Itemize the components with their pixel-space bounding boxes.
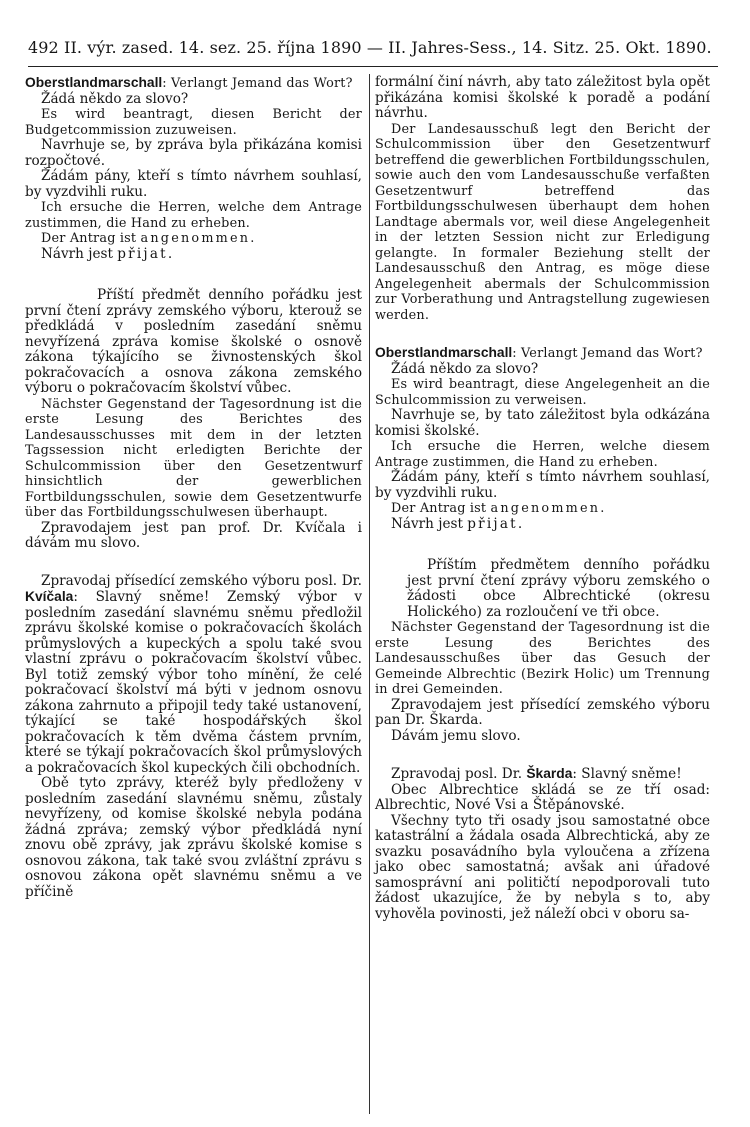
speaker-name: Oberstlandmarschall [25,75,163,90]
paragraph [25,574,362,777]
header-rule [28,66,718,67]
text-run: . [250,231,255,246]
paragraph: Žádá někdo za slovo? [391,360,539,377]
speaker-name: Oberstlandmarschall [375,345,513,360]
text-run: . [517,515,523,532]
paragraph: Zpravodajem jest pan prof. Dr. Kvíčala i dávám mu slovo. [25,519,362,551]
paragraph: Ich ersuche die Herren, welche dem Antrage zustimmen, die Hand zu erheben. [25,200,362,231]
paragraph: Obě tyto zprávy, kteréž byly předloženy v posledním zasedání slavnému sněmu, zůstaly nevyřízeny, od komise školské nebyla podána žádná zpráva; zemský výbor předkládá nyní znovu obě zprávy, jak zprávu školské komise s osnovou zákona, tak také svou zvláštní zprávu s osnovou zákona opět slavnému sněmu a ve příčině [25,775,362,900]
text-run: : Slavný sněme! [572,766,682,782]
text-run: Zpravodaj posl. Dr. [391,766,527,782]
paragraph: Ich ersuche die Herren, welche diesem Antrage zustimmen, die Hand zu erheben. [375,439,710,470]
paragraph: Obec Albrechtice skládá se ze tří osad: Albrechtic, Nové Vsi a Štěpánovské. [375,781,710,813]
paragraph [375,766,710,783]
page-number: 492 [28,38,59,57]
paragraph: Dávám jemu slovo. [391,727,521,744]
paragraph [375,517,710,533]
speaker-name: Kvíčala [25,589,74,604]
paragraph [25,231,362,247]
column-divider [369,74,370,1114]
right-column [375,75,710,922]
paragraph [375,345,710,362]
text-run: . [167,245,173,262]
left-column [25,75,362,900]
paragraph-text: : Verlangt Jemand das Wort? [512,346,703,361]
paragraph: Příštím předmětem denního pořádku jest první čtení zprávy výboru zemského o žádosti obce Albrechtické (okresu Holického) za rozloučení ve tři obce. [407,557,710,620]
paragraph: Nächster Gegenstand der Tagesordnung ist die erste Lesung des Berichtes des Landesausschußes über das Gesuch der Gemeinde Albrechtic (Bezirk Holic) um Trennung in drei Gemeinden. [375,620,710,697]
text-run: Návrh jest [41,245,118,262]
paragraph: Všechny tyto tři osady jsou samostatné obce katastrální a žádala osada Albrechtická, aby ze svazku posavádního byla vyloučena a zřízena jako obec samostatná; avšak ani úřadové samosprávní ani političtí nepodporovali tuto žádost ukazujíce, že by nebyla s to, aby vyhověla povinosti, jež náleží obci v oboru sa- [375,812,710,922]
text-run: Návrh jest [391,515,468,532]
paragraph: Zpravodajem jest přísedící zemského výboru pan Dr. Škarda. [375,696,710,728]
text-run: . [600,501,605,516]
paragraph: Es wird beantragt, diesen Bericht der Budgetcommission zuzuweisen. [25,107,362,138]
text-run: Der Antrag ist [391,501,491,516]
paragraph: Navrhuje se, by tato záležitost byla odkázána komisi školské. [375,407,710,439]
header-title-german: II. Jahres-Sess., 14. Sitz. 25. Okt. 1890. [388,38,712,57]
paragraph [375,501,710,517]
text-run: Zpravodaj přísedící zemského výboru posl. Dr. [41,572,362,589]
text-run: Der Antrag ist [41,231,141,246]
paragraph [25,247,362,263]
paragraph: Nächster Gegenstand der Tagesordnung ist die erste Lesung des Berichtes des Landesausschusses mit dem in der letzten Tagssession nicht erledigten Berichte der Schulcommission über den Gesetzentwurf hinsichtlich der gewerblichen Fortbildungsschulen, sowie dem Gesetzentwurfe über das Fortbildungsschulwesen überhaupt. [25,396,362,520]
paragraph: Es wird beantragt, diese Angelegenheit an die Schulcommission zu verweisen. [375,377,710,408]
paragraph: formální činí návrh, aby tato záležitost byla opět přikázána komisi školské k poradě a podání návrhu. [375,74,710,121]
spaced-text: přijat [467,515,518,532]
paragraph: Žádám pány, kteří s tímto návrhem souhlasí, by vyzdvihli ruku. [25,168,362,200]
spaced-text: angenommen [490,501,601,516]
paragraph-text: : Verlangt Jemand das Wort? [162,76,353,91]
page-header [28,38,718,57]
paragraph [25,75,362,92]
paragraph: Der Landesausschuß legt den Bericht der Schulcommission über den Gesetzentwurf betreffend die gewerblichen Fortbildungsschulen, sowie auch den vom Landesausschuße verfaßten Gesetzentwurf betreffend das Fortbildungsschulwesen überhaupt dem hohen Landtage abermals vor, weil diese Angelegenheit in der letzten Session nicht zur Erledigung gelangte. In formaler Beziehung stellt der Landesausschuß den Antrag, es möge diese Angelegenheit abermals der Schulcommission zur Vorberathung und Antragstellung zugewiesen werden. [375,121,710,323]
paragraph: Žádá někdo za slovo? [41,90,189,107]
paragraph: Žádám pány, kteří s tímto návrhem souhlasí, by vyzdvihli ruku. [375,469,710,501]
spaced-text: angenommen [140,231,251,246]
speaker-name: Škarda [526,766,573,781]
paragraph: Příští předmět denního pořádku jest první čtení zprávy zemského výboru, kterouž se předkládá v posledním zasedání sněmu nevyřízená zpráva komise školské o osnově zákona týkajícího se živnostenských škol pokračovacích a osnova zákona zemského výboru o pokračovacím školství vůbec. [25,287,362,396]
paragraph: Navrhuje se, by zpráva byla přikázána komisi rozpočtové. [25,137,362,169]
header-title-czech: II. výr. zased. 14. sez. 25. října 1890 [64,38,362,57]
text-run: : Slavný sněme! Zemský výbor v posledním zasedání slavnému sněmu předložil zprávu školské komise o pokračovacích školách průmyslových a kupeckých a spolu také svou vlastní zprávu o pokračovacím školství vůbec. Byl totiž zemský výbor toho mínění, že celé pokračovací školství má býti v jednom osnovu zákona zahrnuto a připojil tedy také ustanovení, týkající se také hospodářských škol pokračovacích k těm dvěma částem prvním, které se týkají pokračovacích škol průmyslových a pokračovacích škol kupeckých čili obchodních. [25,589,362,776]
spaced-text: přijat [117,245,168,262]
header-dash: — [366,38,383,57]
